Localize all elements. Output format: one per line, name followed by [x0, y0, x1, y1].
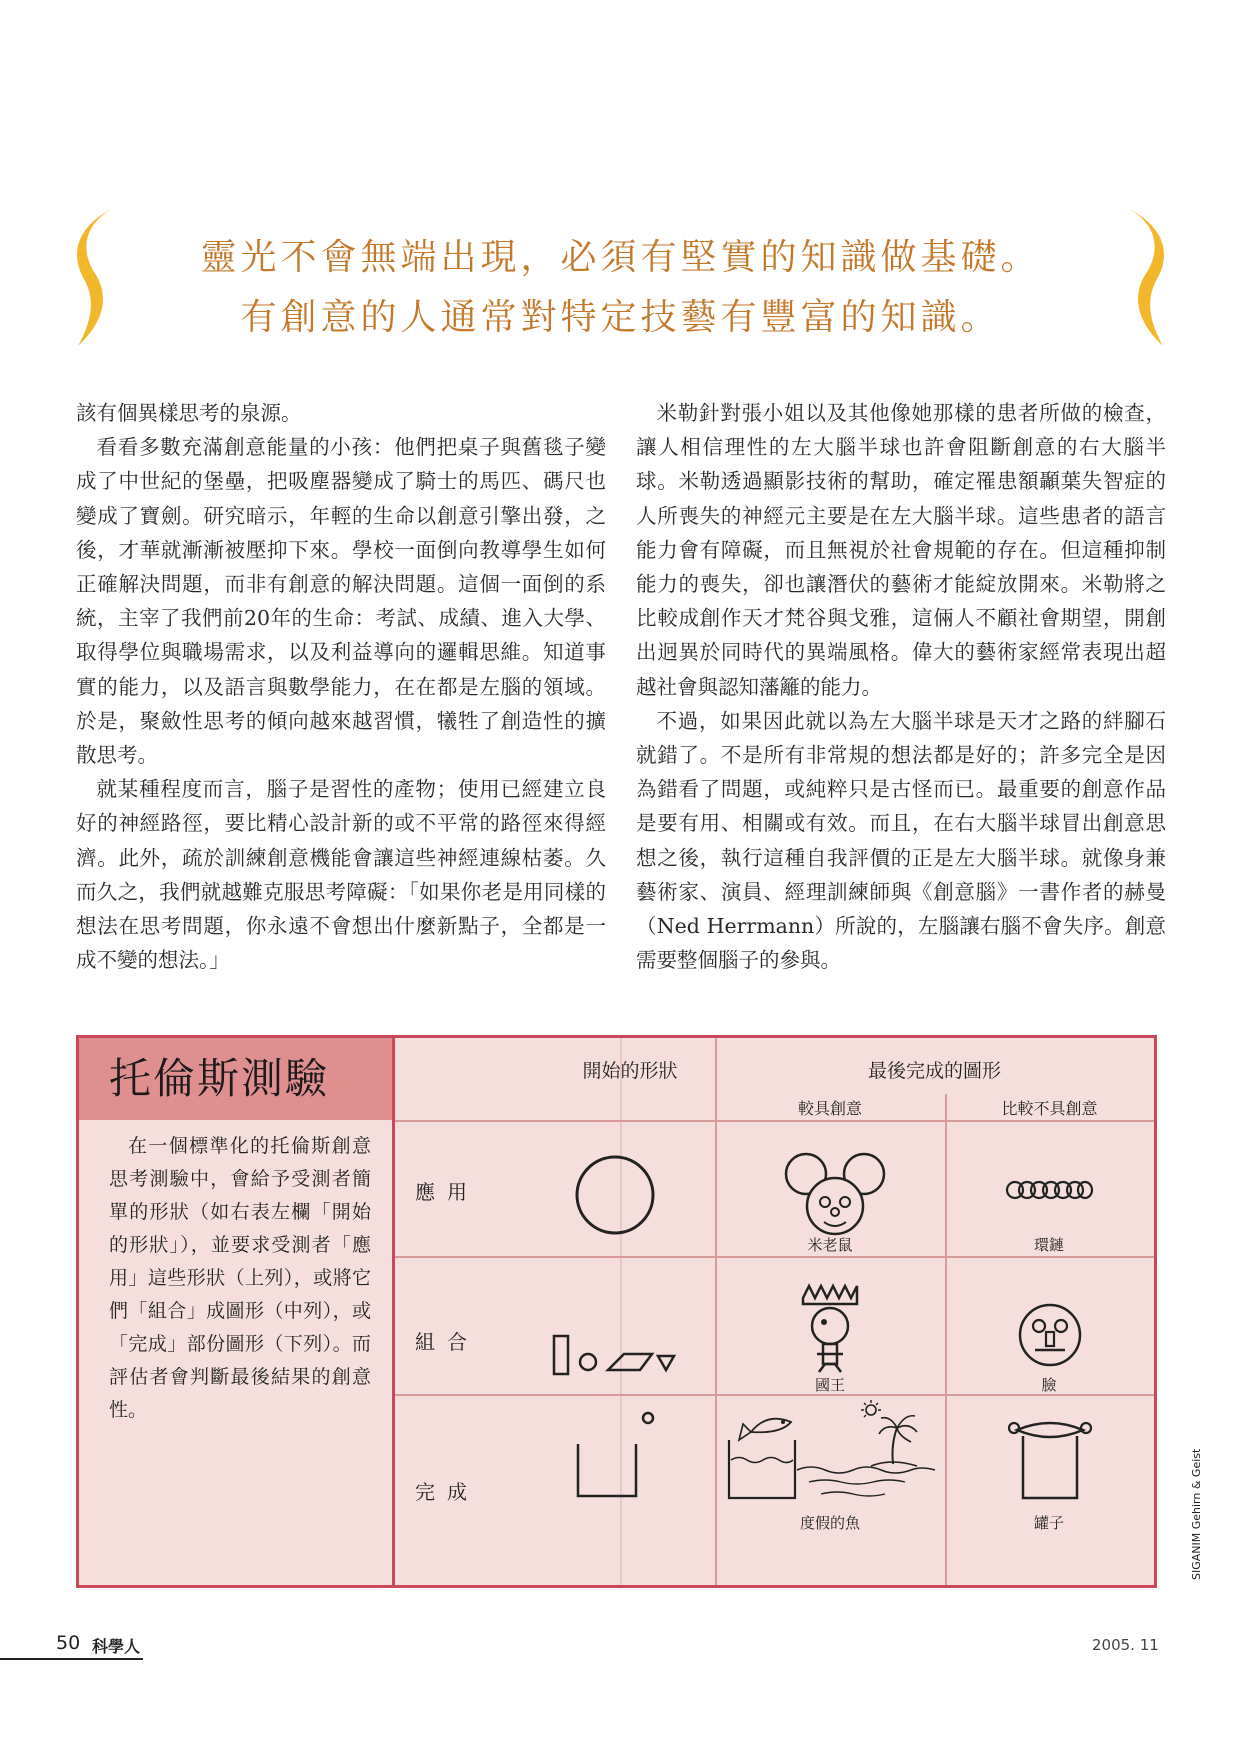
- chain-figure: [1005, 1178, 1095, 1202]
- header-less-creative: 比較不具創意: [1001, 1099, 1098, 1118]
- row-label-combine: 組合: [415, 1330, 479, 1354]
- paragraph: 該有個異樣思考的泉源。: [76, 401, 302, 425]
- caption-king: 國王: [814, 1376, 845, 1394]
- paragraph: 不過，如果因此就以為左大腦半球是天才之路的絆腳石就錯了。不是所有非常規的想法都是好的；許多完全是因為錯看了問題，或純粹只是古怪而已。最重要的創意作品是要有用、相關或有效。而且，在右大腦半球冒出創意思想之後，執行這種自我評價的正是左大腦半球。就像身兼藝術家、演員、經理訓練師與《創意腦》一書作者的赫曼（Ned Herrmann）所說的，左腦讓右腦不會失序。創意需要整個腦子的參與。: [636, 708, 1166, 973]
- sidebar-paragraph: 在一個標準化的托倫斯創意思考測驗中，會給予受測者簡單的形狀（如右表左欄「開始的形狀」），並要求受測者「應用」這些形狀（上列），或將它們「組合」成圖形（中列），或「完成」部份圖形（下列）。而評估者會判斷最後結果的創意性。: [109, 1135, 371, 1421]
- start-shapes-figure: [550, 1330, 690, 1380]
- start-partial-figure: [570, 1410, 660, 1502]
- row-label-apply: 應用: [415, 1180, 479, 1204]
- page-number: 50: [56, 1632, 81, 1654]
- row-label-complete: 完成: [415, 1480, 479, 1504]
- body-column-left: [76, 396, 606, 977]
- footer-rule: [0, 1658, 143, 1660]
- sidebar-title: 托倫斯測驗: [79, 1038, 392, 1120]
- sidebar-text: [109, 1130, 371, 1427]
- king-figure: [795, 1280, 865, 1380]
- image-credit: [1186, 1250, 1206, 1590]
- caption-mickey: 米老鼠: [807, 1236, 853, 1254]
- pull-quote-line-1: 靈光不會無端出現，必須有堅實的知識做基礎。: [200, 237, 1041, 278]
- paragraph: 米勒針對張小姐以及其他像她那樣的患者所做的檢查，讓人相信理性的左大腦半球也許會阻斷創意的右大腦半球。米勒透過顯影技術的幫助，確定罹患額顳葉失智症的人所喪失的神經元主要是在左大腦半球。這些患者的語言能力會有障礙，而且無視於社會規範的存在。但這種抑制能力的喪失，卻也讓潛伏的藝術才能綻放開來。米勒將之比較成創作天才梵谷與戈雅，這倆人不顧社會期望，開創出迥異於同時代的異端風格。偉大的藝術家經常表現出超越社會與認知藩籬的能力。: [636, 401, 1166, 699]
- body-column-right: [636, 396, 1166, 977]
- issue-date: 2005. 11: [1092, 1636, 1159, 1654]
- caption-chain: 環鏈: [1033, 1236, 1064, 1254]
- header-more-creative: 較具創意: [797, 1099, 862, 1118]
- pull-quote-line-2: 有創意的人通常對特定技藝有豐富的知識。: [240, 297, 1001, 338]
- vacation-fish-figure: [721, 1400, 941, 1504]
- figure-table: [395, 1038, 1154, 1585]
- face-figure: [1015, 1300, 1085, 1370]
- image-credit-svg: [1186, 1250, 1206, 1590]
- sidebar-panel: [79, 1038, 395, 1585]
- pot-figure: [1007, 1412, 1093, 1504]
- caption-face: 臉: [1041, 1376, 1057, 1394]
- pull-quote: [0, 205, 1241, 355]
- image-credit-text: SIGANIM Gehirn & Geist: [1190, 1448, 1203, 1580]
- header-final-figure: 最後完成的圖形: [867, 1060, 1001, 1082]
- start-circle-figure: [570, 1150, 660, 1240]
- magazine-name: 科學人: [92, 1637, 141, 1656]
- paragraph: 看看多數充滿創意能量的小孩：他們把桌子與舊毯子變成了中世紀的堡壘，把吸塵器變成了騎士的馬匹、碼尺也變成了寶劍。研究暗示，年輕的生命以創意引擎出發，之後，才華就漸漸被壓抑下來。學校一面倒向教導學生如何正確解決問題，而非有創意的解決問題。這個一面倒的系統，主宰了我們前20年的生命：考試、成績、進入大學、取得學位與職場需求，以及利益導向的邏輯思維。知道事實的能力，以及語言與數學能力，在在都是左腦的領域。於是，聚斂性思考的傾向越來越習慣，犧牲了創造性的擴散思考。: [76, 435, 606, 768]
- caption-vacation-fish: 度假的魚: [799, 1514, 860, 1532]
- torrance-test-box: [76, 1035, 1157, 1588]
- right-brace-icon: [1119, 205, 1169, 350]
- paragraph: 就某種程度而言，腦子是習性的產物；使用已經建立良好的神經路徑，要比精心設計新的或不平常的路徑來得經濟。此外，疏於訓練創意機能會讓這些神經連線枯萎。久而久之，我們就越難克服思考障礙：「如果你老是用同樣的想法在思考問題，你永遠不會想出什麼新點子，全都是一成不變的想法。」: [76, 777, 606, 973]
- header-start-shape: 開始的形狀: [582, 1060, 678, 1082]
- caption-pot: 罐子: [1033, 1514, 1064, 1532]
